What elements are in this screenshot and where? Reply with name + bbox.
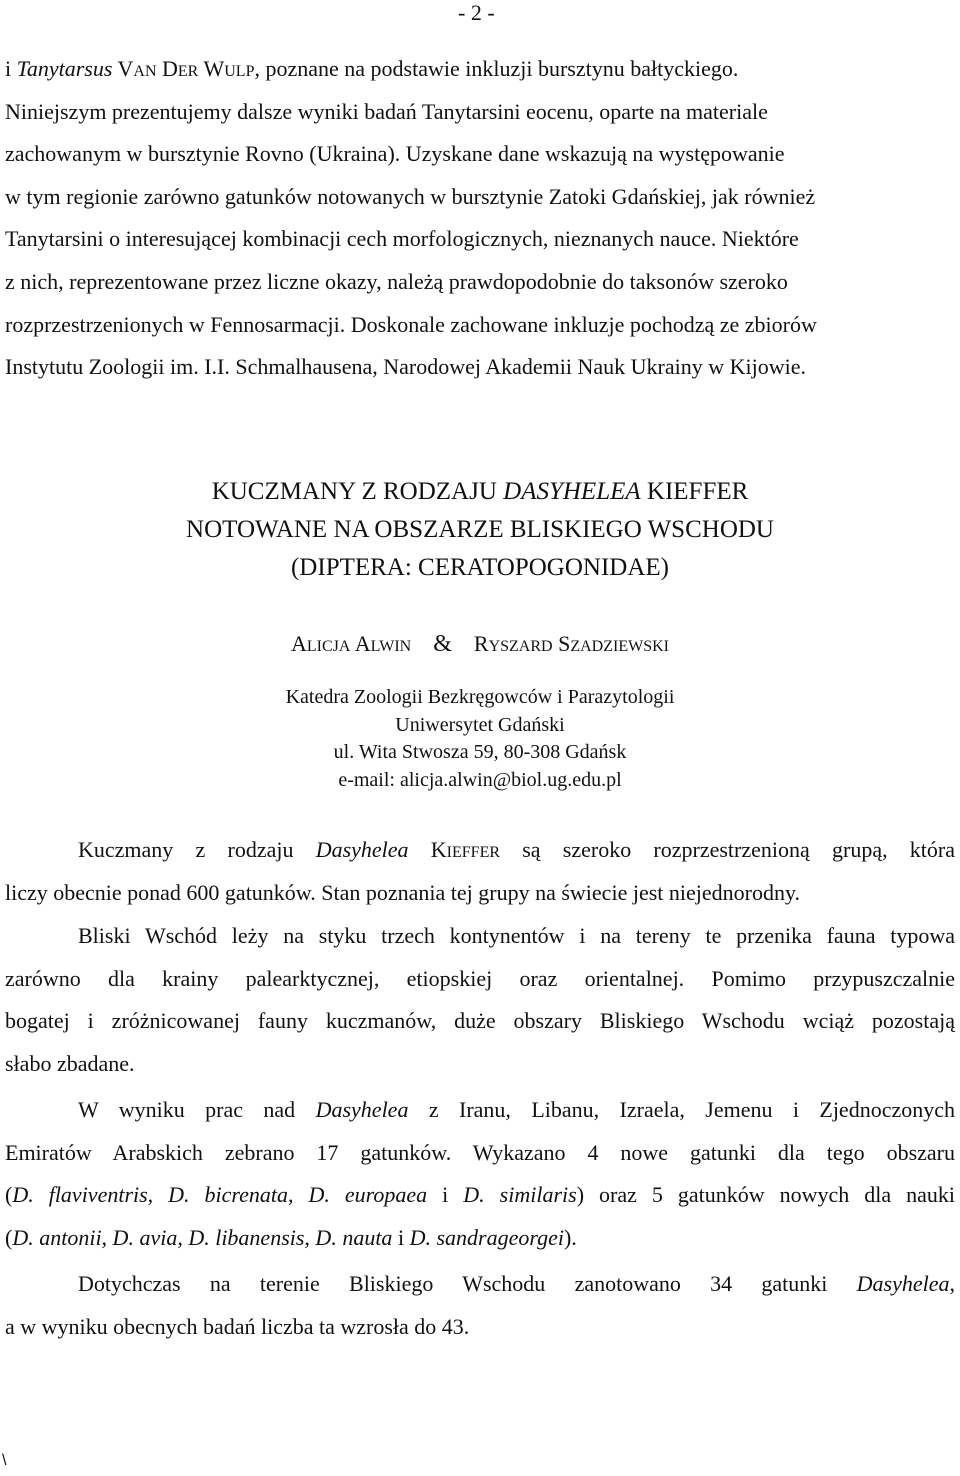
abstract-paragraph-4	[5, 1263, 955, 1348]
paragraph-line: (D. flaviventris, D. bicrenata, D. europaea i D. similaris) oraz 5 gatunków nowych dla nauki	[5, 1182, 955, 1208]
affiliation-address: ul. Wita Stwosza 59, 80-308 Gdańsk	[333, 741, 627, 763]
author-alwin: ALICJA ALWIN	[291, 631, 412, 656]
paragraph-line: zachowanym w bursztynie Rovno (Ukraina). Uzyskane dane wskazują na występowanie	[5, 141, 785, 167]
affiliation-email: e-mail: alicja.alwin@biol.ug.edu.pl	[338, 768, 622, 791]
paragraph-line: Kuczmany z rodzaju Dasyhelea KIEFFER są szeroko rozprzestrzenioną grupą, która	[78, 837, 956, 862]
paragraph-line: a w wyniku obecnych badań liczba ta wzrosła do 43.	[5, 1313, 470, 1339]
intro-paragraph	[5, 48, 955, 389]
paragraph-line: liczy obecnie ponad 600 gatunków. Stan poznania tej grupy na świecie jest niejednorodny.	[5, 879, 801, 905]
affiliation-dept: Katedra Zoologii Bezkręgowców i Parazytologii	[285, 686, 675, 708]
paragraph-line: i Tanytarsus VAN DER WULP, poznane na podstawie inkluzji bursztynu bałtyckiego.	[5, 56, 739, 81]
paragraph-line: Emiratów Arabskich zebrano 17 gatunków. Wykazano 4 nowe gatunki dla tego obszaru	[5, 1139, 955, 1165]
paragraph-line: (D. antonii, D. avia, D. libanensis, D. nauta i D. sandrageorgei).	[5, 1224, 577, 1250]
paragraph-line: Instytutu Zoologii im. I.I. Schmalhausena, Narodowej Akademii Nauk Ukrainy w Kijowie.	[5, 354, 807, 380]
affiliation-university: Uniwersytet Gdański	[395, 713, 565, 736]
abstract-paragraph-2	[5, 915, 955, 1085]
paragraph-line: bogatej i zróżnicowanej fauny kuczmanów, duże obszary Bliskiego Wschodu wciąż pozostają	[5, 1008, 955, 1034]
footer-mark: \	[2, 1452, 7, 1469]
paragraph-line: Tanytarsini o interesującej kombinacji cech morfologicznych, nieznanych nauce. Niektóre	[5, 226, 799, 252]
authors-line	[0, 629, 960, 662]
paragraph-line: z nich, reprezentowane przez liczne okazy, należą prawdopodobnie do taksonów szeroko	[5, 268, 788, 294]
page-number: - 2 -	[458, 0, 495, 25]
affiliation-block	[0, 684, 960, 794]
genus-name: Tanytarsus	[16, 56, 113, 81]
abstract-paragraph-1	[5, 829, 955, 914]
paragraph-line: Niniejszym prezentujemy dalsze wyniki badań Tanytarsini eocenu, oparte na materiale	[5, 98, 768, 124]
paragraph-line: słabo zbadane.	[5, 1050, 135, 1076]
ampersand: &	[433, 631, 452, 657]
article-title: KUCZMANY Z RODZAJU DASYHELEA KIEFFER NOTOWANE NA OBSZARZE BLISKIEGO WSCHODU (DIPTERA: CERATOPOGONIDAE)	[186, 478, 774, 581]
paragraph-line: rozprzestrzenionych w Fennosarmacji. Doskonale zachowane inkluzje pochodzą ze zbiorów	[5, 311, 817, 337]
author-szadziewski: RYSZARD SZADZIEWSKI	[473, 631, 669, 656]
paragraph-line: Dotychczas na terenie Bliskiego Wschodu zanotowano 34 gatunki Dasyhelea,	[78, 1271, 955, 1296]
paragraph-line: W wyniku prac nad Dasyhelea z Iranu, Libanu, Izraela, Jemenu i Zjednoczonych	[78, 1097, 955, 1122]
paragraph-line: zarówno dla krainy palearktycznej, etiopskiej oraz orientalnej. Pomimo przypuszczalnie	[5, 965, 955, 991]
paragraph-line: Bliski Wschód leży na styku trzech kontynentów i na tereny te przenika fauna typowa	[78, 923, 955, 948]
abstract-paragraph-3	[5, 1089, 955, 1259]
paragraph-line: w tym regionie zarówno gatunków notowanych w bursztynie Zatoki Gdańskiej, jak również	[5, 183, 816, 209]
